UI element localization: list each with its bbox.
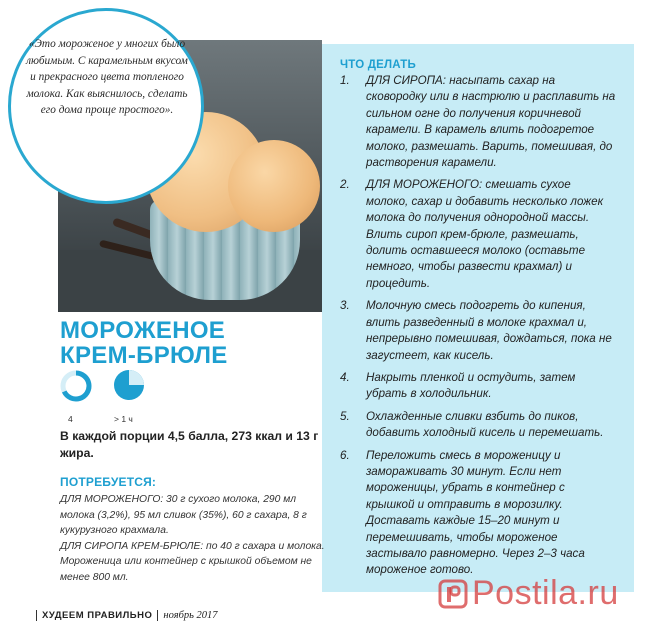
recipe-title [60, 318, 330, 368]
step-item [340, 448, 616, 579]
step-number: 3. [340, 299, 350, 313]
instructions-heading: ЧТО ДЕЛАТЬ [340, 59, 416, 71]
step-number: 1. [340, 74, 350, 87]
footer-divider [36, 610, 37, 621]
ingredients-line: ДЛЯ МОРОЖЕНОГО: 30 г сухого молока, 290 мл молока (3,2%), 95 мл сливок (35%), 60 г сахара, 8 г кукурузного крахмала. [60, 494, 307, 537]
ingredients-list [60, 492, 332, 586]
title-line: КРЕМ-БРЮЛЕ [60, 342, 228, 369]
step-number: 2. [340, 178, 350, 192]
step-number: 4. [340, 370, 350, 384]
step-text: Охлажденные сливки взбить до пиков, добавить холодный кисель и перемешать. [366, 409, 604, 440]
step-item [340, 409, 616, 442]
step-item [340, 370, 616, 403]
magazine-name: ХУДЕЕМ ПРАВИЛЬНО [42, 610, 153, 621]
footer-divider [157, 610, 158, 621]
timer-ring-icon [60, 370, 92, 402]
difficulty-value: > 1 ч [114, 414, 133, 424]
ingredients-line: ДЛЯ СИРОПА КРЕМ-БРЮЛЕ: по 40 г сахара и молока. Мороженица или контейнер с крышкой объемом не менее 800 мл. [60, 540, 325, 583]
step-item [340, 177, 616, 292]
postila-logo-icon [438, 579, 468, 609]
watermark-text: Postila.ru [472, 574, 619, 612]
title-line: МОРОЖЕНОЕ [60, 317, 226, 344]
time-value: 4 [68, 414, 73, 424]
step-number: 5. [340, 409, 350, 423]
ingredients-heading: ПОТРЕБУЕТСЯ: [60, 475, 157, 489]
step-item [340, 73, 616, 171]
step-text: Накрыть пленкой и остудить, затем убрать в холодильник. [366, 370, 576, 401]
quote-text: «Это мороженое у многих было любимым. С карамельным вкусом и прекрасного цвета топленого молока. Как выяснилось, сделать его дома проще простого». [26, 38, 188, 117]
issue-date: ноябрь 2017 [163, 610, 218, 621]
step-item [340, 298, 616, 364]
page-footer [36, 610, 218, 621]
nutrition-info: В каждой порции 4,5 балла, 273 ккал и 13 г жира. [60, 429, 319, 460]
pie-chart-icon [112, 368, 146, 402]
step-text: Переложить смесь в мороженицу и замораживать 30 минут. Если нет мороженицы, убрать в контейнер с крышкой и отправить в морозилку. Доставать каждые 15–20 минут и перемешивать, чтобы мороженое застывало равномерно. Через 2–3 часа мороженое готово. [366, 448, 585, 577]
ice-cream-scoop [228, 140, 320, 232]
watermark [438, 574, 619, 613]
steps-list [340, 73, 616, 585]
step-number: 6. [340, 448, 350, 462]
step-text: ДЛЯ СИРОПА: насыпать сахар на сковородку или в настрюлю и расплавить на сильном огне до получения коричневой карамели. В карамель влить подогретое молоко, размешать. Варить, помешивая, до растворения карамели. [366, 74, 616, 170]
step-text: Молочную смесь подогреть до кипения, влить разведенный в молоке крахмал и, непрерывно помешивая, дождаться, пока не загустеет, как кисель. [366, 299, 612, 362]
step-text: ДЛЯ МОРОЖЕНОГО: смешать сухое молоко, сахар и добавить несколько ложек молока до получения однородной массы. Влить сироп крем-брюле, размешать, долить оставшееся молоко (оставьте немного, чтобы развести крахмал) и процедить. [366, 178, 604, 290]
